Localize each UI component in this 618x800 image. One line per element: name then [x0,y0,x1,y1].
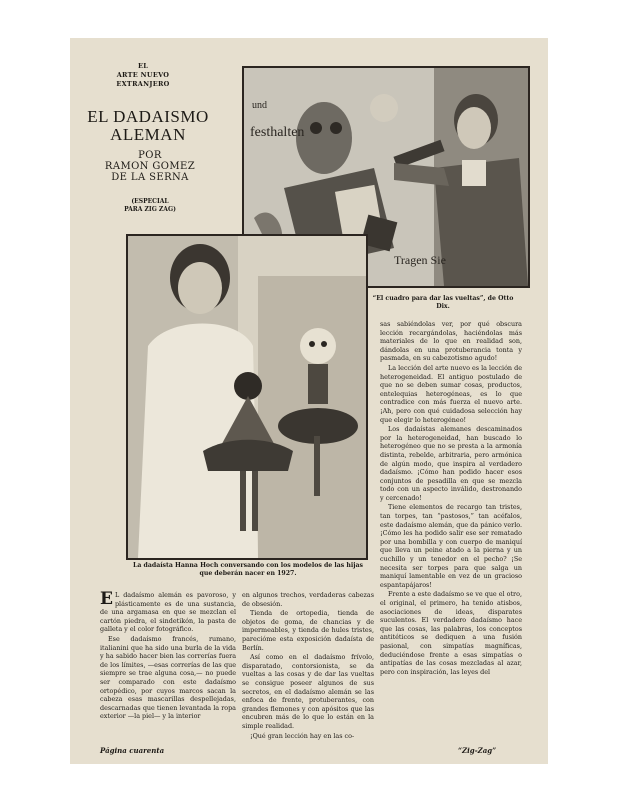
sign-und: und [252,100,267,111]
paragraph: ¡Qué gran lección hay en las co- [250,731,355,740]
title-line: EL DADAISMO [87,107,209,126]
sign-tragen-sie: Tragen Sie [394,253,446,267]
paragraph: Tienda de ortopedia, tienda de objetos de goma, de chancias y de impermeables, y tienda de hules tristes, parecióme esta exposición dadaísta de Berlín. [242,609,374,652]
byline-line: POR [138,150,162,161]
paragraph: La lección del arte nuevo es la lección de heterogeneidad. El antiguo postulado de que no se deben sumar cosas, productos, entelequias heterogéneas, es lo que contradice con más fuerza el nuevo arte. ¡Ah, pero con qué cuidadosa selección hay que elegir lo heterogéneo! [380,363,522,424]
caption-otto-dix: “El cuadro para dar las vueltas”, de Otto Dix. [372,295,514,310]
caption-hanna-hoch: La dadaísta Hanna Hoch conversando con los modelos de las hijas que deberán nacer en 1927. [133,562,363,577]
section-line: EL [137,62,149,70]
byline-line: DE LA SERNA [111,172,189,183]
title-line: ALEMAN [110,125,186,144]
paragraph: Tiene elementos de recargo tan tristes, tan torpes, tan “pastosos,” tan acéfalos, este dadaísmo alemán, que da pánico verlo. ¡Cómo les ha podido salir ese ser rematado por una bombilla y con cuerpo de maniquí que lleva un peine atado a la pierna y un cuchillo y un tenedor en el pecho? ¡Se necesita ser torpes para que salga un maniquí lamentable en vez de un gracioso espantapájaros! [380,503,522,589]
article-column-left [100,591,236,722]
paragraph: sas sabiéndolas ver, por qué obscura lección recargándolas, haciéndolas más materiales de lo que en realidad son, dándolas en una protuberancia tonta y pasmada, en su cabezotismo agudo! [380,320,522,363]
article-column-right [380,320,522,677]
paragraph: Los dadaístas alemanes descaminados por la heterogeneidad, han buscado lo heterogéneo que no se presta a la armonía distinta, rebelde, arbitraria, pero armónica de algún modo, que inspira al verdadero dadaísmo. ¡Cómo han podido hacer esos conjuntos de pesadilla en que se mezcla todo con un aspecto inválido, destronando y cercenado! [380,425,522,502]
magazine-name: “Zig-Zag” [458,746,497,755]
page-number: Página cuarenta [100,746,165,755]
byline [100,150,200,183]
special-line: PARA ZIG ZAG) [124,206,176,213]
article-column-middle [242,591,374,741]
special-note [112,198,188,214]
byline-line: RAMON GOMEZ [104,161,196,172]
paragraph: en algunos trechos, verdaderas cabezas de obsesión. [242,591,374,608]
drop-cap: E [100,589,113,609]
article-title [86,108,210,144]
section-label [98,62,188,89]
section-line: ARTE NUEVO [116,71,170,79]
paragraph: L dadaísmo alemán es pavoroso, y plásticamente es de una sustancia, de una argamasa en que se mezclan el cartón piedra, el sindetikón, la pasta de galleta y el color fotográfico. [100,591,236,634]
photo-hanna-hoch-illustration [128,236,366,558]
magazine-page [70,38,548,764]
paragraph: Frente a este dadaísmo se ve que el otro, el original, el primero, ha tenido atisbos, asociaciones de ideas, disparates suculentos. El verdadero dadaísmo hace que las cosas, las palabras, los conceptos antitéticos se dediquen a una fusión pasional, con simpatías magníficas, deduciéndose frente a esas simpatías o antipatías de las cosas mezcladas al azar, pero con inspiración, las leyes del [380,590,522,676]
paragraph: Ese dadaísmo francés, rumano, italianini que ha sido una burla de la vida y ha sabido hacer bien las correrías fuera de los límites, —esas correrías de las que siempre se trae alguna cosa,— no puede ser comparado con este dadaísmo ortopédico, por cuyos marcos sacan la cabeza esas mascarillas despellejadas, descarnadas que tienen levantada la ropa exterior —la piel— y la interior [100,634,236,721]
sign-festhalten: festhalten [250,125,305,140]
paragraph: Así como en el dadaísmo frívolo, disparatado, contorsionista, se da vueltas a las cosas y de dar las vueltas se consigue poseer algunos de sus secretos, en el dadaísmo alemán se las enfoca de frente, protuberantes, con grandes flemones y con apósitos que las encubren más de lo que lo están en la simple realidad. [242,653,374,730]
section-line: EXTRANJERO [116,80,170,88]
photo-hanna-hoch [126,234,368,560]
special-line: (ESPECIAL [131,198,169,205]
